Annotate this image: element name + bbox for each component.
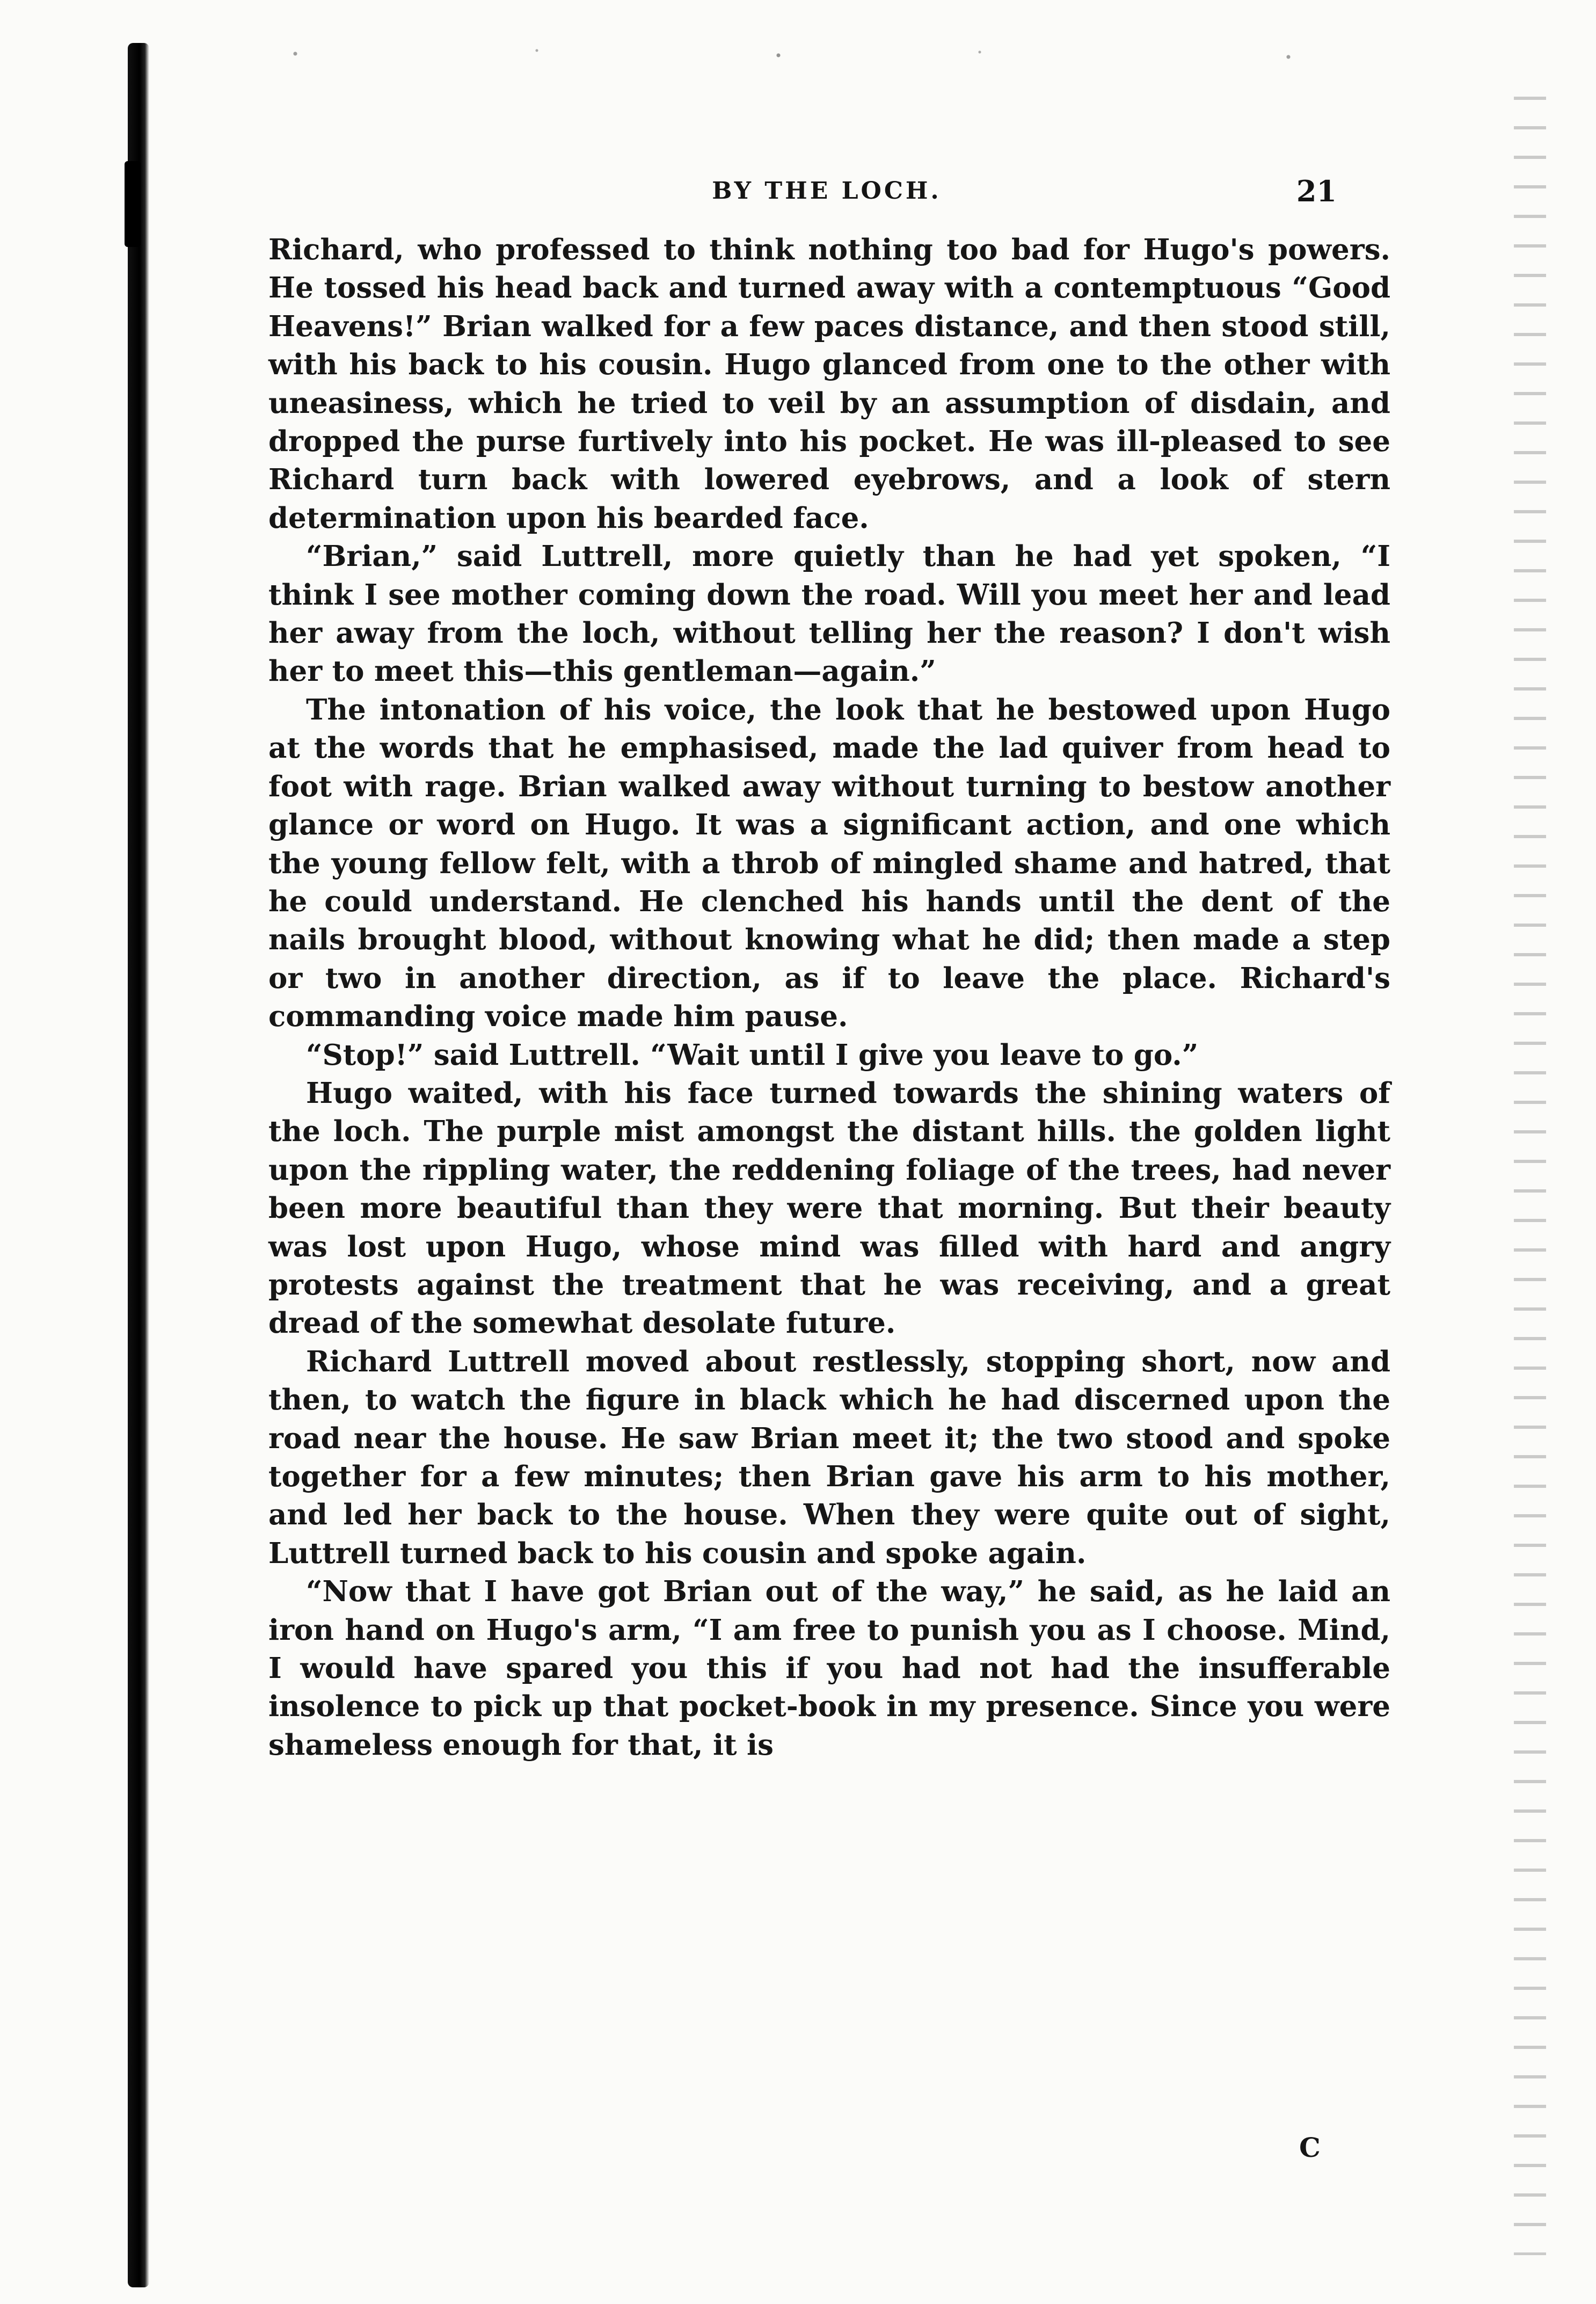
paragraph: “Stop!” said Luttrell. “Wait until I give you leave to go.” bbox=[306, 1038, 1199, 1072]
paragraph: The intonation of his voice, the look that he bestowed upon Hugo at the words that he emphasised, made the lad quiver from head to foot with rage. Brian walked away without turning to bestow another glance or word on Hugo. It was a significant action, and one which the young fellow felt, with a throb of mingled shame and hatred, that he could understand. He clenched his hands until the dent of the nails brought blood, without knowing what he did; then made a step or two in another direction, as if to leave the place. Richard's commanding voice made him pause. bbox=[268, 693, 1390, 1034]
page-number: 21 bbox=[1296, 174, 1337, 208]
paragraph: Richard Luttrell moved about restlessly, stopping short, now and then, to watch the figure in black which he had discerned upon the road near the house. He saw Brian meet it; the two stood and spoke together for a few minutes; then Brian gave his arm to his mother, and led her back to the house. When they were quite out of sight, Luttrell turned back to his cousin and spoke again. bbox=[268, 1344, 1390, 1570]
binding-shadow-flare bbox=[125, 161, 141, 247]
body-text bbox=[268, 231, 1390, 1764]
binding-shadow bbox=[128, 43, 149, 2287]
paragraph: Richard, who professed to think nothing too bad for Hugo's powers. He tossed his head back and turned away with a contemptuous “Good Heavens!” Brian walked for a few paces distance, and then stood still, with his back to his cousin. Hugo glanced from one to the other with uneasiness, which he tried to veil by an assumption of disdain, and dropped the purse furtively into his pocket. He was ill-pleased to see Richard turn back with lowered eyebrows, and a look of stern determination upon his bearded face. bbox=[268, 233, 1390, 535]
paragraph: Hugo waited, with his face turned towards the shining waters of the loch. The purple mist amongst the distant hills. the golden light upon the rippling water, the reddening foliage of the trees, had never been more beautiful than they were that morning. But their beauty was lost upon Hugo, whose mind was filled with hard and angry protests against the treatment that he was receiving, and a great dread of the somewhat desolate future. bbox=[268, 1076, 1390, 1340]
signature-mark: C bbox=[1299, 2132, 1321, 2163]
scan-noise-top bbox=[161, 38, 1503, 70]
paragraph: “Brian,” said Luttrell, more quietly than he had yet spoken, “I think I see mother coming down the road. Will you meet her and lead her away from the loch, without telling her the reason? I don't wish her to meet this—this gentleman—again.” bbox=[268, 540, 1390, 688]
page-header bbox=[268, 174, 1385, 220]
paragraph: “Now that I have got Brian out of the way,” he said, as he laid an iron hand on Hugo's arm, “I am free to punish you as I choose. Mind, I would have spared you this if you had not had the insufferable insolence to pick up that pocket-book in my presence. Since you were shameless enough for that, it is bbox=[268, 1575, 1390, 1762]
scan-noise-right bbox=[1514, 97, 1546, 2255]
running-head: BY THE LOCH. bbox=[712, 177, 942, 205]
